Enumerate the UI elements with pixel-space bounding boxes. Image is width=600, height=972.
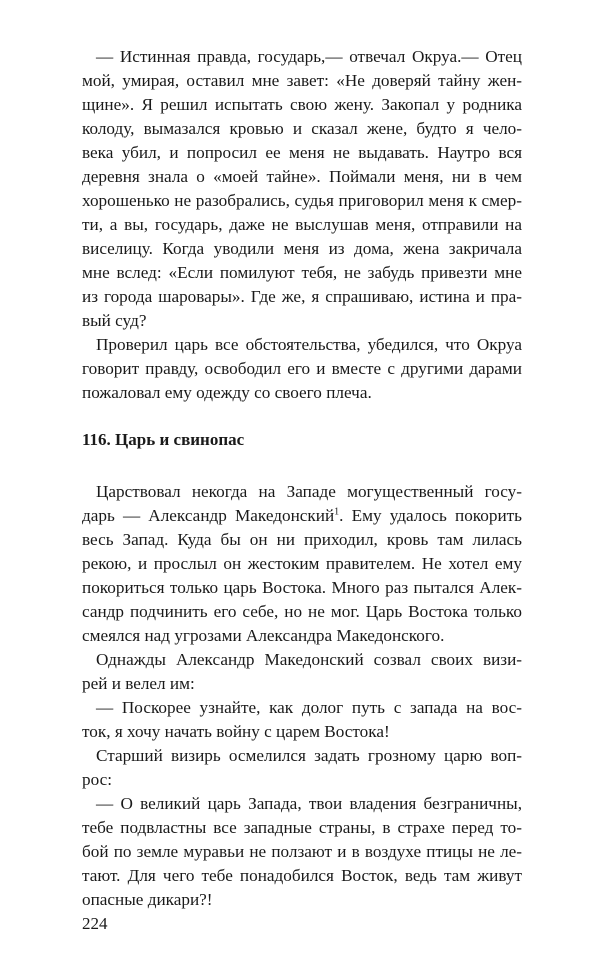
text-line: века убил, и попросил ее меня не выдавать. Наутро вся [82,143,522,162]
text-line: вый суд? [82,311,147,330]
text-line: Проверил царь все обстоятельства, убедился, что Окруа [96,335,522,354]
text-line: деревня знала о «моей тайне». Поймали меня, ни в чем [82,167,522,186]
text-line: бой по земле муравьи не ползают и в воздухе птицы не ле- [82,842,522,861]
text-line: опасные дикари?! [82,890,213,909]
text-line: весь Запад. Куда бы он ни приходил, кровь там лилась [82,530,522,549]
text-line-end: . Ему удалось покорить [339,506,522,525]
text-line: тают. Для чего тебе понадобился Восток, ведь там живут [82,866,522,885]
text-line: щине». Я решил испытать свою жену. Закопал у родника [82,95,522,114]
text-line: рей и велел им: [82,674,195,693]
text-line: Однажды Александр Македонский созвал своих визи- [96,650,522,669]
page-number: 224 [82,914,108,933]
text-line: тебе подвластны все западные страны, в страхе перед то- [82,818,522,837]
text-line: покориться только царь Востока. Много раз пытался Алек- [82,578,522,597]
text-line: из города шаровары». Где же, я спрашиваю, истина и пра- [82,287,522,306]
text-line: — О великий царь Запада, твои владения безграничны, [96,794,522,813]
text-line: смеялся над угрозами Александра Македонского. [82,626,445,645]
text-line: — Истинная правда, государь,— отвечал Окруа.— Отец [96,47,522,66]
text-line: говорит правду, освободил его и вместе с другими дарами [82,359,522,378]
text-line: рекою, и прослыл он жестоким правителем. Не хотел ему [82,554,522,573]
text-line: мой, умирая, оставил мне завет: «Не доверяй тайну жен- [82,71,522,90]
text-line: колоду, вымазался кровью и сказал жене, будто я чело- [82,119,522,138]
text-line: Царствовал некогда на Западе могущественный госу- [96,482,522,501]
text-line-with-footnote [82,504,522,528]
text-line: Старший визирь осмелился задать грозному царю воп- [96,746,522,765]
text-line: хорошенько не разобрались, судья приговорил меня к смер- [82,191,522,210]
text-line: ток, я хочу начать войну с царем Востока! [82,722,390,741]
text-line: мне вслед: «Если помилуют тебя, не забудь привезти мне [82,263,522,282]
text-line: рос: [82,770,113,789]
text-line: виселицу. Когда уводили меня из дома, жена закричала [82,239,522,258]
text-line: сандр подчинить его себе, но не мог. Царь Востока только [82,602,522,621]
footnote-marker: 1 [334,506,340,518]
text-line: ти, а вы, государь, даже не выслушав меня, отправили на [82,215,522,234]
section-heading: 116. Царь и свинопас [82,430,245,449]
text-line: пожаловал ему одежду со своего плеча. [82,383,372,402]
text-line: — Поскорее узнайте, как долог путь с запада на вос- [96,698,522,717]
text-line-start: дарь — Александр Македонский [82,506,335,525]
